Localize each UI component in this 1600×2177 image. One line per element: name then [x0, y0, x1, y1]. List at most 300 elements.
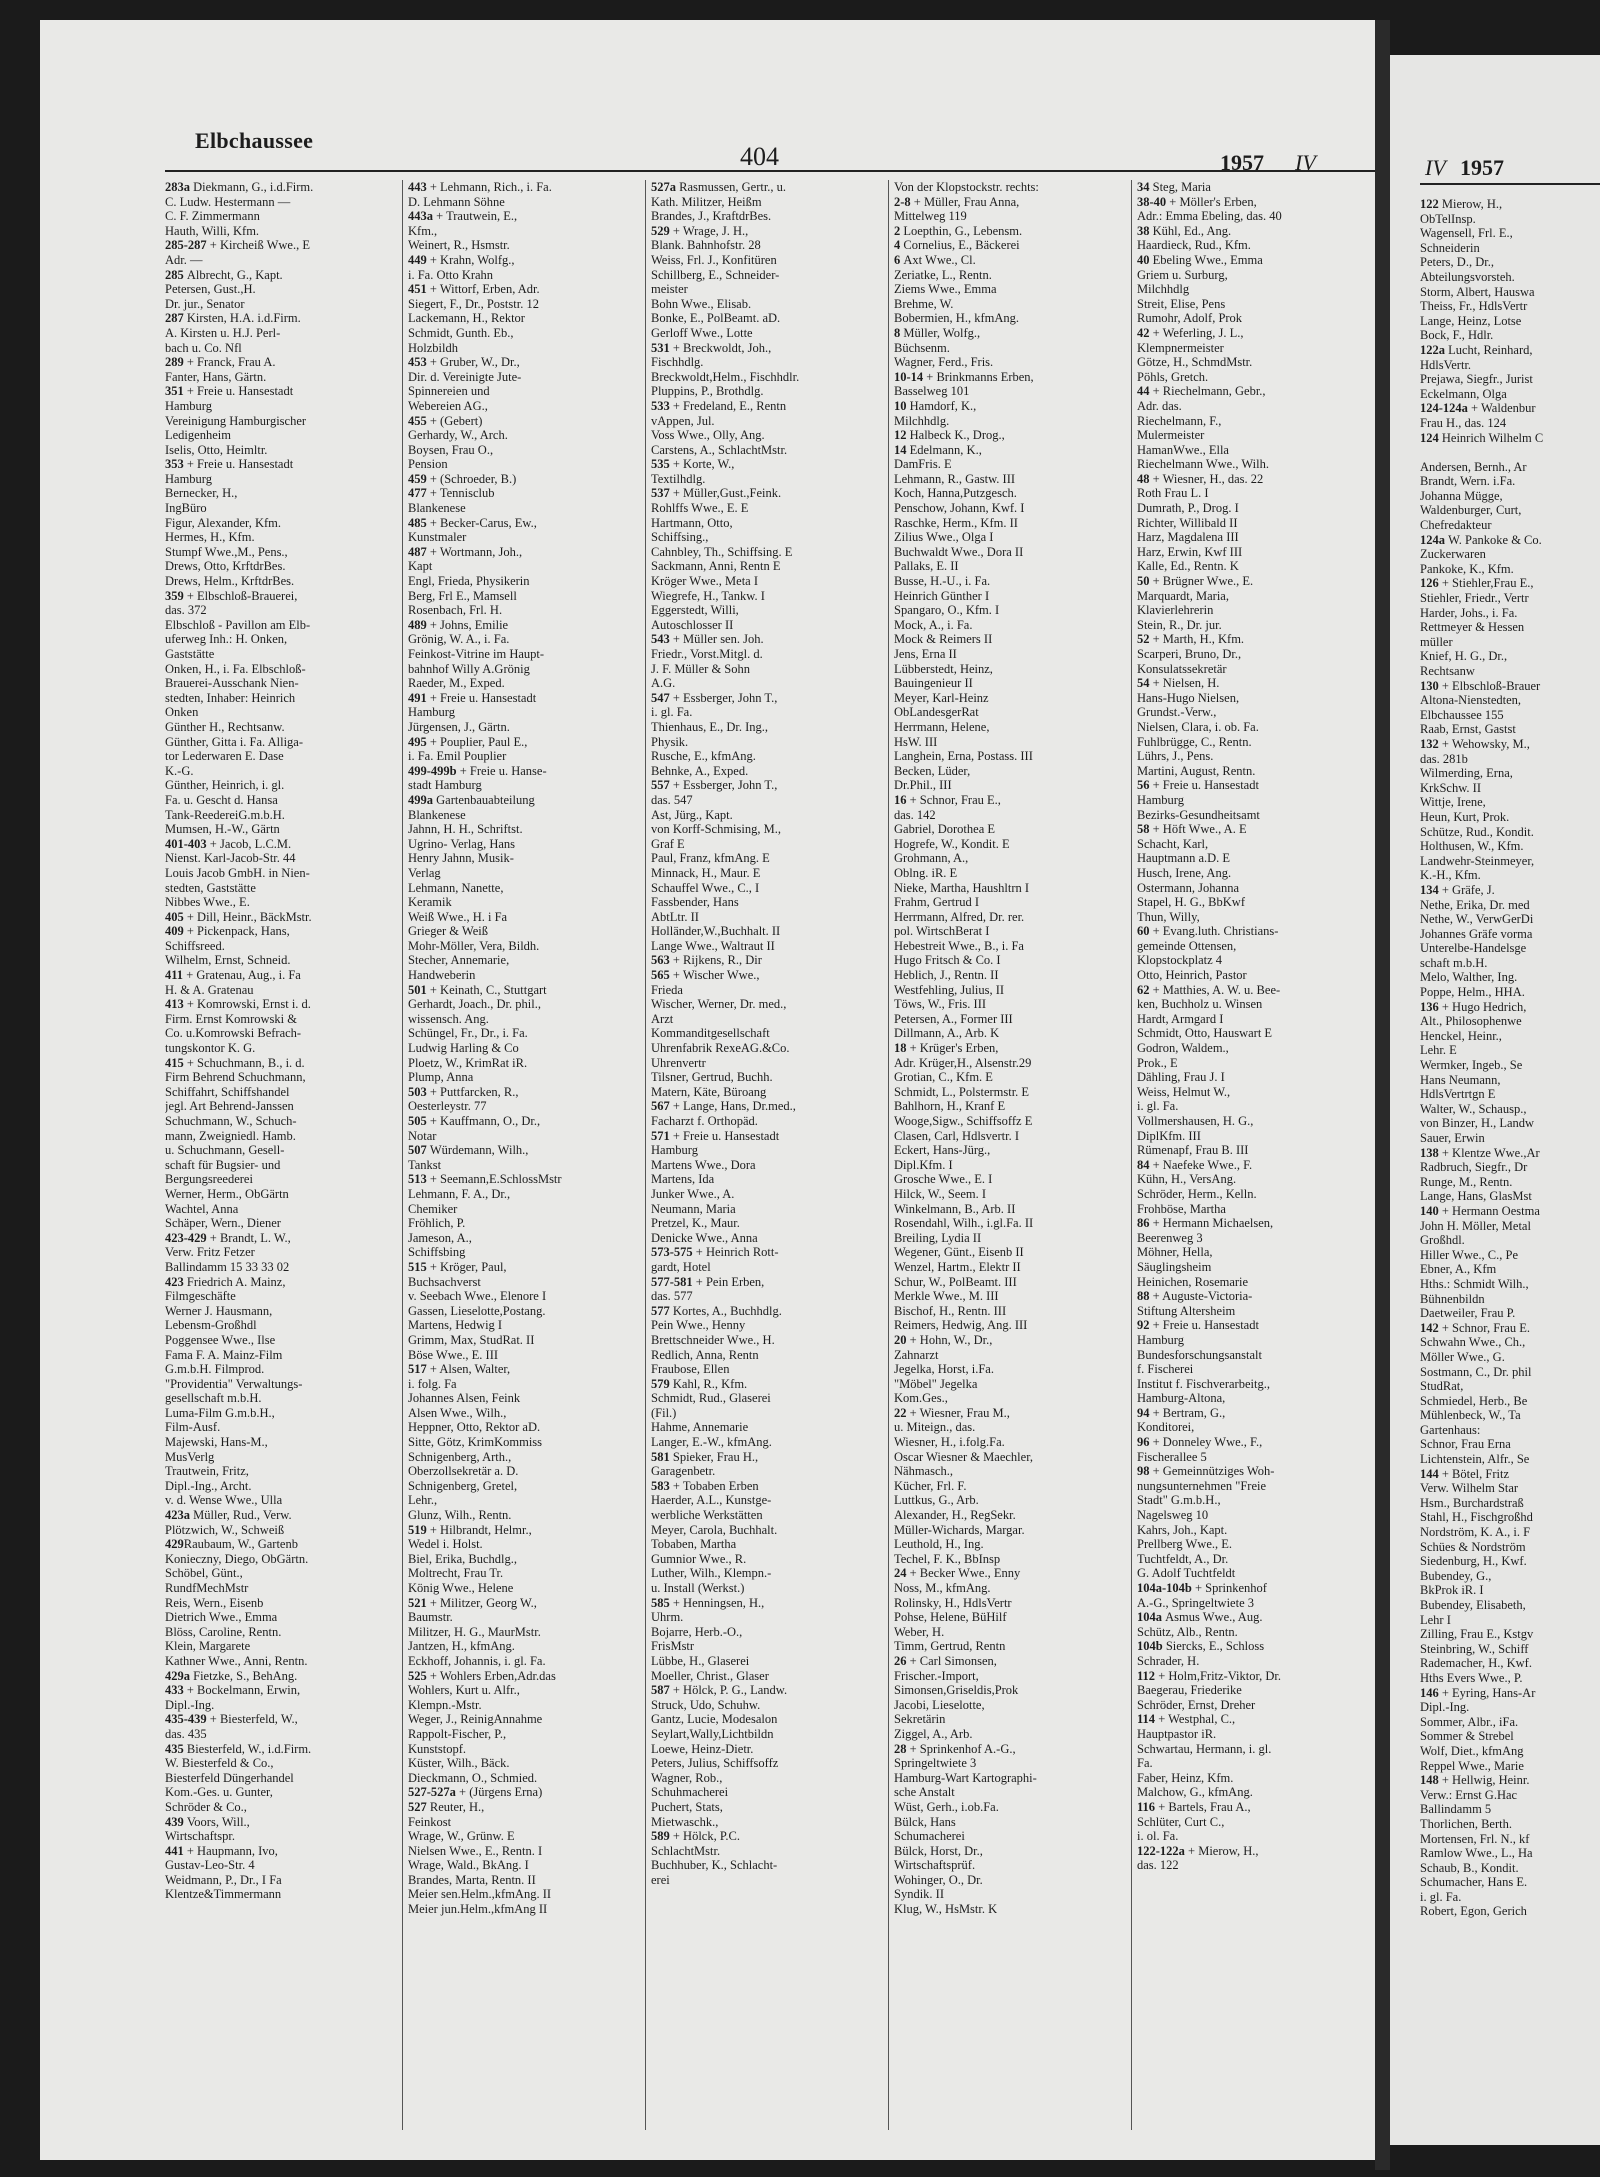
directory-entry: Engl, Frieda, Physikerin: [408, 574, 530, 589]
directory-entry: Grosche Wwe., E. I: [894, 1172, 993, 1187]
directory-entry: Hartmann, Otto,: [651, 515, 733, 530]
directory-entry: das. 435: [165, 1726, 207, 1741]
directory-entry: Rappolt-Fischer, P.,: [408, 1726, 507, 1741]
directory-entry: 477 + Tennisclub: [408, 486, 495, 501]
directory-entry: 56 + Freie u. Hansestadt: [1137, 778, 1259, 793]
directory-entry: Gustav-Leo-Str. 4: [165, 1858, 255, 1873]
directory-entry: 134 + Gräfe, J.: [1420, 882, 1495, 897]
directory-entry: stedten, Inhaber: Heinrich: [165, 690, 296, 705]
directory-entry: 122-122a + Mierow, H.,: [1137, 1843, 1259, 1858]
directory-entry: Thun, Willy,: [1137, 909, 1200, 924]
directory-entry: Jantzen, H., kfmAng.: [408, 1639, 515, 1654]
directory-entry: 401-403 + Jacob, L.C.M.: [165, 836, 292, 851]
directory-entry: Rumohr, Adolf, Prok: [1137, 311, 1243, 326]
directory-entry: Bernecker, H.,: [165, 486, 238, 501]
directory-entry: 2-8 + Müller, Frau Anna,: [894, 194, 1020, 209]
directory-entry: Weidmann, P., Dr., I Fa: [165, 1872, 282, 1887]
directory-entry: 96 + Donneley Wwe., F.,: [1137, 1435, 1263, 1450]
directory-entry: Denicke Wwe., Anna: [651, 1230, 758, 1245]
directory-entry: 52 + Marth, H., Kfm.: [1137, 632, 1245, 647]
directory-entry: das. 122: [1137, 1858, 1179, 1873]
column-divider: [1131, 180, 1132, 2130]
directory-entry: Stiftung Altersheim: [1137, 1303, 1236, 1318]
directory-entry: Ziems Wwe., Emma: [894, 282, 997, 297]
directory-entry: das. 372: [165, 603, 207, 618]
directory-entry: Grieger & Weiß: [408, 924, 488, 939]
directory-entry: Töws, W., Fris. III: [894, 997, 987, 1012]
directory-entry: König Wwe., Helene: [408, 1581, 514, 1595]
directory-entry: 429Raubaum, W., Gartenb: [165, 1537, 298, 1552]
directory-entry: Schröder & Co.,: [165, 1799, 247, 1814]
directory-entry: Jens, Erna II: [894, 647, 957, 661]
directory-entry: Sommer & Strebel: [1420, 1729, 1514, 1744]
directory-entry: Klug, W., HsMstr. K: [894, 1902, 998, 1917]
directory-entry: Wrage, W., Grünw. E: [408, 1829, 515, 1844]
directory-entry: Zahnarzt: [894, 1347, 939, 1362]
directory-entry: Malchow, G., kfmAng.: [1137, 1785, 1253, 1800]
directory-entry: J. F. Müller & Sohn: [651, 661, 751, 676]
directory-entry: 413 + Komrowski, Ernst i. d.: [165, 997, 311, 1012]
directory-entry: Lange, Heinz, Lotse: [1420, 313, 1522, 328]
directory-entry: 138 + Klentze Wwe.,Ar: [1420, 1145, 1540, 1160]
directory-entry: "Möbel" Jegelka: [894, 1376, 978, 1391]
directory-entry: pol. WirtschBerat I: [894, 924, 990, 939]
directory-entry: Hermes, H., Kfm.: [165, 530, 255, 545]
directory-entry: Majewski, Hans-M.,: [165, 1435, 268, 1450]
directory-entry: Carstens, A., SchlachtMstr.: [651, 442, 788, 457]
directory-entry: Klavierlehrerin: [1137, 603, 1214, 618]
directory-entry: 40 Ebeling Wwe., Emma: [1137, 252, 1263, 267]
directory-entry: Verlag: [408, 865, 441, 880]
directory-entry: Schnigenberg, Gretel,: [408, 1478, 518, 1493]
directory-entry: IngBüro: [165, 501, 207, 516]
directory-entry: Günther, Heinrich, i. gl.: [165, 778, 285, 793]
directory-entry: Hiller Wwe., C., Pe: [1420, 1247, 1519, 1262]
directory-entry: 451 + Wittorf, Erben, Adr.: [408, 282, 540, 297]
directory-entry: Hebestreit Wwe., B., i. Fa: [894, 938, 1024, 953]
directory-entry: Nähmasch.,: [894, 1464, 954, 1479]
directory-entry: Biel, Erika, Buchdlg.,: [408, 1551, 518, 1566]
directory-entry: tungskontor K. G.: [165, 1041, 256, 1056]
directory-entry: Heinrich Günther I: [894, 588, 990, 603]
directory-entry: Kapt: [408, 559, 433, 574]
directory-entry: 146 + Eyring, Hans-Ar: [1420, 1685, 1536, 1700]
directory-entry: Adr. —: [165, 252, 203, 267]
directory-entry: Petersen, Gust.,H.: [165, 282, 256, 297]
directory-entry: Marquardt, Maria,: [1137, 588, 1229, 603]
directory-entry: Springeltwiete 3: [894, 1756, 977, 1771]
directory-entry: Lührs, J., Pens.: [1137, 749, 1214, 764]
directory-entry: 443a + Trautwein, E.,: [408, 209, 518, 224]
directory-entry: 285-287 + Kircheiß Wwe., E: [165, 238, 310, 253]
directory-entry: 579 Kahl, R., Kfm.: [651, 1376, 748, 1391]
directory-entry: Ramlow Wwe., L., Ha: [1420, 1846, 1533, 1861]
directory-entry: Dieckmann, O., Schmied.: [408, 1770, 538, 1785]
directory-entry: Blankenese: [408, 807, 466, 822]
directory-entry: 42 + Weferling, J. L.,: [1137, 325, 1244, 340]
directory-entry: Tuchtfeldt, A., Dr.: [1137, 1551, 1229, 1566]
directory-entry: Werner, Herm., ObGärtn: [165, 1186, 289, 1201]
directory-entry: Bobermien, H., kfmAng.: [894, 311, 1019, 326]
directory-entry: Wilhelm, Ernst, Schneid.: [165, 953, 291, 968]
directory-entry: Schwartau, Hermann, i. gl.: [1137, 1741, 1272, 1756]
directory-entry: Hogrefe, W., Kondit. E: [894, 836, 1010, 851]
directory-entry: Schäper, Wern., Diener: [165, 1216, 281, 1231]
directory-entry: Müller-Wichards, Margar.: [894, 1522, 1025, 1537]
directory-entry: Langhein, Erna, Postass. III: [894, 749, 1033, 764]
directory-entry: Schumacherei: [894, 1829, 965, 1844]
directory-entry: Pankoke, K., Kfm.: [1420, 561, 1514, 576]
directory-entry: 20 + Hohn, W., Dr.,: [894, 1332, 993, 1347]
directory-entry: sche Anstalt: [894, 1785, 955, 1800]
directory-entry: Verw. Wilhelm Star: [1420, 1481, 1519, 1496]
directory-entry: 577-581 + Pein Erben,: [651, 1274, 765, 1289]
directory-entry: Brandes, J., KraftdrBes.: [651, 209, 772, 224]
directory-entry: Mumsen, H.-W., Gärtn: [165, 822, 280, 837]
directory-entry: Kröger Wwe., Meta I: [651, 574, 759, 589]
directory-entry: Bühnenbildn: [1420, 1291, 1485, 1306]
directory-entry: 48 + Wiesner, H., das. 22: [1137, 471, 1264, 486]
directory-entry: 565 + Wischer Wwe.,: [651, 968, 760, 983]
directory-entry: Dipl.-Ing., Archt.: [165, 1478, 252, 1493]
directory-entry: 529 + Wrage, J. H.,: [651, 223, 749, 238]
directory-entry: Baegerau, Friederike: [1137, 1683, 1242, 1698]
directory-entry: Wagensell, Frl. E.,: [1420, 226, 1513, 241]
directory-entry: 429a Fietzke, S., BehAng.: [165, 1668, 298, 1683]
directory-entry: Weber, H.: [894, 1624, 945, 1639]
directory-entry: StudRat,: [1420, 1379, 1464, 1394]
directory-entry: 411 + Gratenau, Aug., i. Fa: [165, 968, 301, 983]
directory-entry: Kom.Ges.,: [894, 1391, 948, 1406]
directory-column-2: [408, 180, 640, 2130]
directory-entry: Militzer, H. G., MaurMstr.: [408, 1624, 541, 1639]
directory-entry: Säuglingsheim: [1137, 1259, 1212, 1274]
directory-entry: Pöhls, Gretch.: [1137, 369, 1209, 384]
directory-column-4: [894, 180, 1126, 2130]
directory-entry: Penschow, Johann, Kwf. I: [894, 501, 1025, 516]
directory-entry: 537 + Müller,Gust.,Feink.: [651, 486, 782, 501]
directory-entry: Peters, D., Dr.,: [1420, 255, 1494, 270]
directory-entry: Peters, Julius, Schiffsoffz: [651, 1756, 779, 1771]
directory-entry: Notar: [408, 1128, 437, 1143]
directory-entry: 485 + Becker-Carus, Ew.,: [408, 515, 537, 530]
directory-entry: i. ol. Fa.: [1137, 1829, 1179, 1844]
directory-entry: Hardt, Armgard I: [1137, 1011, 1224, 1026]
directory-entry: Zuckerwaren: [1420, 547, 1486, 562]
directory-entry: Prejawa, Siegfr., Jurist: [1420, 372, 1533, 387]
directory-entry: Dähling, Frau J. I: [1137, 1070, 1225, 1085]
directory-entry: Mock, A., i. Fa.: [894, 617, 973, 632]
directory-entry: Knief, H. G., Dr.,: [1420, 649, 1508, 664]
directory-entry: KrkSchw. II: [1420, 780, 1481, 795]
directory-entry: Schmidt, Rud., Glaserei: [651, 1391, 771, 1406]
directory-entry: W. Biesterfeld & Co.,: [165, 1756, 274, 1771]
directory-entry: Stahl, H., Fischgroßhd: [1420, 1510, 1533, 1525]
directory-entry: Grohmann, A.,: [894, 851, 969, 866]
right-directory-column: [1420, 197, 1600, 2137]
directory-entry: 423-429 + Brandt, L. W.,: [165, 1230, 291, 1245]
directory-entry: Schiffahrt, Schiffshandel: [165, 1084, 290, 1099]
directory-entry: Weiß Wwe., H. i Fa: [408, 909, 508, 924]
directory-entry: Leuthold, H., Ing.: [894, 1537, 984, 1552]
directory-entry: von Binzer, H., Landw: [1420, 1116, 1535, 1131]
directory-entry: Scarperi, Bruno, Dr.,: [1137, 647, 1242, 661]
directory-entry: Louis Jacob GmbH. in Nien-: [165, 865, 310, 880]
directory-entry: Bergungsreederei: [165, 1172, 253, 1187]
directory-entry: Voss Wwe., Olly, Ang.: [651, 428, 765, 443]
directory-entry: Rümenapf, Frau B. III: [1137, 1143, 1249, 1158]
directory-entry: 287 Kirsten, H.A. i.d.Firm.: [165, 311, 301, 326]
directory-column-3: [651, 180, 883, 2130]
directory-entry: 527-527a + (Jürgens Erna): [408, 1785, 543, 1800]
directory-entry: Pohse, Helene, BüHilf: [894, 1610, 1007, 1625]
directory-entry: Ledigenheim: [165, 428, 231, 443]
directory-entry: Syndik. II: [894, 1887, 944, 1902]
directory-entry: Klopstockplatz 4: [1137, 953, 1223, 968]
directory-entry: Stecher, Annemarie,: [408, 953, 510, 968]
directory-entry: [1420, 445, 1600, 460]
directory-entry: Wermker, Ingeb., Se: [1420, 1058, 1523, 1073]
directory-entry: 543 + Müller sen. Joh.: [651, 632, 764, 647]
directory-entry: Schillberg, E., Schneider-: [651, 267, 780, 282]
directory-entry: Fuhlbrügge, C., Rentn.: [1137, 734, 1252, 749]
directory-entry: Blank. Bahnhofstr. 28: [651, 238, 761, 253]
directory-entry: Johannes Gräfe vorma: [1420, 926, 1533, 941]
directory-entry: Schiffsing.,: [651, 530, 709, 545]
directory-entry: Waldenburger, Curt,: [1420, 503, 1522, 518]
directory-entry: Eggerstedt, Willi,: [651, 603, 739, 618]
directory-entry: Lackemann, H., Rektor: [408, 311, 525, 326]
directory-entry: Schaub, B., Kondit.: [1420, 1860, 1519, 1875]
directory-entry: Rusche, E., kfmAng.: [651, 749, 756, 764]
directory-entry: i. gl. Fa.: [1137, 1099, 1179, 1114]
directory-entry: Gassen, Lieselotte,Postang.: [408, 1303, 546, 1318]
directory-entry: 122a Lucht, Reinhard,: [1420, 342, 1533, 357]
directory-entry: Werner J. Hausmann,: [165, 1303, 273, 1318]
directory-entry: Stein, R., Dr. jur.: [1137, 617, 1222, 632]
directory-entry: C. Ludw. Hestermann —: [165, 194, 291, 209]
directory-entry: Bülck, Horst, Dr.,: [894, 1843, 983, 1858]
directory-entry: 38 Kühl, Ed., Ang.: [1137, 223, 1232, 238]
directory-entry: HsW. III: [894, 734, 938, 749]
directory-entry: ObLandesgerRat: [894, 705, 979, 720]
directory-entry: vAppen, Jul.: [651, 413, 715, 428]
directory-entry: Gartenhaus:: [1420, 1422, 1481, 1437]
directory-entry: Trautwein, Fritz,: [165, 1464, 249, 1479]
directory-entry: 86 + Hermann Michaelsen,: [1137, 1216, 1274, 1231]
directory-entry: Jegelka, Horst, i.Fa.: [894, 1362, 994, 1377]
directory-entry: Reppel Wwe., Marie: [1420, 1758, 1524, 1773]
directory-entry: gardt, Hotel: [651, 1259, 711, 1274]
directory-entry: Adr.: Emma Ebeling, das. 40: [1137, 209, 1282, 224]
directory-entry: Milchhdlg: [1137, 282, 1190, 297]
directory-entry: Ostermann, Johanna: [1137, 880, 1240, 895]
directory-entry: Lichtenstein, Alfr., Se: [1420, 1452, 1530, 1467]
directory-entry: Schröder, Herm., Kelln.: [1137, 1186, 1257, 1201]
directory-entry: Sostmann, C., Dr. phil: [1420, 1364, 1532, 1379]
directory-entry: Figur, Alexander, Kfm.: [165, 515, 281, 530]
directory-entry: Fröhlich, P.: [408, 1216, 466, 1231]
directory-entry: Behnke, A., Exped.: [651, 763, 749, 778]
directory-entry: Kath. Militzer, Heißm: [651, 194, 762, 209]
directory-entry: Struck, Udo, Schuhw.: [651, 1697, 761, 1712]
directory-entry: Heinichen, Rosemarie: [1137, 1274, 1249, 1289]
directory-entry: Weiss, Frl. J., Konfitüren: [651, 252, 777, 267]
directory-entry: Tankst: [408, 1157, 442, 1172]
directory-entry: Wohinger, O., Dr.: [894, 1872, 983, 1887]
directory-entry: 98 + Gemeinnütziges Woh-: [1137, 1464, 1275, 1479]
directory-entry: Schacht, Karl,: [1137, 836, 1209, 851]
directory-entry: u. Miteign., das.: [894, 1420, 976, 1435]
directory-entry: Westfehling, Julius, II: [894, 982, 1005, 997]
directory-entry: Puchert, Stats,: [651, 1799, 723, 1814]
directory-entry: Siegert, F., Dr., Poststr. 12: [408, 296, 539, 311]
directory-entry: RundfMechMstr: [165, 1581, 249, 1595]
directory-entry: Verw.: Ernst G.Hac: [1420, 1787, 1518, 1802]
directory-entry: C. F. Zimmermann: [165, 209, 260, 224]
directory-entry: 104a-104b + Sprinkenhof: [1137, 1581, 1267, 1595]
directory-entry: Tank-ReedereiG.m.b.H.: [165, 807, 285, 822]
directory-entry: Faber, Heinz, Kfm.: [1137, 1770, 1234, 1785]
right-year-label: 1957: [1460, 155, 1504, 180]
directory-entry: Ziggel, A., Arb.: [894, 1726, 973, 1741]
directory-entry: Harder, Johs., i. Fa.: [1420, 605, 1518, 620]
directory-entry: uferweg Inh.: H. Onken,: [165, 632, 288, 647]
directory-entry: u. Schuchmann, Gesell-: [165, 1143, 285, 1158]
directory-entry: Sitte, Götz, KrimKommiss: [408, 1435, 543, 1450]
directory-entry: 8 Müller, Wolfg.,: [894, 325, 981, 340]
directory-entry: Feinkost-Vitrine im Haupt-: [408, 647, 545, 661]
directory-entry: Nethe, Erika, Dr. med: [1420, 897, 1530, 912]
directory-entry: Heblich, J., Rentn. II: [894, 968, 999, 983]
directory-entry: A.G.: [651, 676, 676, 691]
directory-entry: BkProk iR. I: [1420, 1583, 1484, 1598]
directory-entry: Nienst. Karl-Jacob-Str. 44: [165, 851, 296, 866]
directory-entry: Griem u. Surburg,: [1137, 267, 1228, 282]
directory-entry: Schmidt, L., Polstermstr. E: [894, 1084, 1030, 1099]
directory-entry: Ploetz, W., KrimRat iR.: [408, 1055, 528, 1070]
directory-entry: Plump, Anna: [408, 1070, 474, 1085]
directory-entry: Hamburg: [1137, 1332, 1184, 1347]
directory-entry: Bauingenieur II: [894, 676, 973, 691]
directory-entry: Nielsen, Clara, i. ob. Fa.: [1137, 719, 1259, 734]
directory-entry: Drews, Otto, KrftdrBes.: [165, 559, 286, 574]
directory-entry: Grönig, W. A., i. Fa.: [408, 632, 510, 647]
directory-entry: schaft für Bugsier- und: [165, 1157, 281, 1172]
directory-entry: Husch, Irene, Ang.: [1137, 865, 1232, 880]
directory-entry: Uhrm.: [651, 1610, 684, 1625]
directory-entry: Breckwoldt,Helm., Fischhdlr.: [651, 369, 800, 384]
directory-entry: 441 + Haupmann, Ivo,: [165, 1843, 278, 1858]
directory-entry: Brettschneider Wwe., H.: [651, 1332, 775, 1347]
directory-entry: Hans Neumann,: [1420, 1072, 1501, 1087]
directory-entry: Jahnn, H. H., Schriftst.: [408, 822, 523, 837]
directory-entry: Bonke, E., PolBeamt. aD.: [651, 311, 781, 326]
directory-entry: Tobaben, Martha: [651, 1537, 737, 1552]
directory-entry: Hamburg: [165, 398, 212, 413]
directory-entry: Oberzollsekretär a. D.: [408, 1464, 519, 1479]
directory-entry: Kalle, Ed., Rentn. K: [1137, 559, 1239, 574]
directory-entry: Grundst.-Verw.,: [1137, 705, 1217, 720]
directory-entry: Nordström, K. A., i. F: [1420, 1525, 1531, 1540]
directory-entry: 423 Friedrich A. Mainz,: [165, 1274, 286, 1289]
directory-entry: 527a Rasmussen, Gertr., u.: [651, 180, 787, 194]
directory-entry: Schuhmacherei: [651, 1785, 729, 1800]
directory-entry: Schuchmann, W., Schuch-: [165, 1114, 297, 1128]
directory-entry: Dipl.-Ing.: [165, 1697, 215, 1712]
directory-entry: Günther H., Rechtsanw.: [165, 719, 285, 734]
directory-entry: 26 + Carl Simonsen,: [894, 1653, 997, 1668]
directory-entry: Lange, Hans, GlasMst: [1420, 1189, 1532, 1204]
directory-entry: nungsunternehmen "Freie: [1137, 1478, 1267, 1493]
directory-entry: 491 + Freie u. Hansestadt: [408, 690, 537, 705]
header-rule: [165, 170, 1375, 172]
directory-entry: 525 + Wohlers Erben,Adr.das: [408, 1668, 556, 1683]
left-page: [40, 20, 1375, 2160]
directory-entry: Kunstmaler: [408, 530, 467, 545]
directory-entry: Brandes, Marta, Rentn. II: [408, 1872, 536, 1887]
directory-entry: 92 + Freie u. Hansestadt: [1137, 1318, 1259, 1333]
directory-entry: Feinkost: [408, 1814, 452, 1829]
directory-entry: Rademacher, H., Kwf.: [1420, 1656, 1532, 1671]
directory-entry: Chefredakteur: [1420, 518, 1492, 533]
directory-entry: 4 Cornelius, E., Bäckerei: [894, 238, 1020, 253]
directory-entry: Sackmann, Anni, Rentn E: [651, 559, 781, 574]
directory-entry: Co. u.Komrowski Befrach-: [165, 1026, 302, 1041]
directory-entry: 415 + Schuchmann, B., i. d.: [165, 1055, 305, 1070]
directory-entry: Webereien AG.,: [408, 398, 488, 413]
directory-entry: bach u. Co. Nfl: [165, 340, 242, 355]
directory-entry: Unterelbe-Handelsge: [1420, 941, 1527, 956]
directory-entry: Gerloff Wwe., Lotte: [651, 325, 753, 340]
directory-entry: Buchsachverst: [408, 1274, 481, 1289]
directory-entry: Buchhuber, K., Schlacht-: [651, 1858, 778, 1873]
directory-entry: 459 + (Schroeder, B.): [408, 471, 517, 486]
directory-entry: Hamburg-Wart Kartographi-: [894, 1770, 1037, 1785]
directory-entry: Schöbel, Günt.,: [165, 1566, 243, 1581]
directory-entry: Bojarre, Herb.-O.,: [651, 1624, 743, 1639]
directory-entry: 126 + Stiehler,Frau E.,: [1420, 576, 1534, 591]
directory-entry: Loewe, Heinz-Dietr.: [651, 1741, 754, 1756]
directory-entry: Adr. Krüger,H., Alsenstr.29: [894, 1055, 1032, 1070]
directory-entry: Kunststopf.: [408, 1741, 466, 1756]
directory-entry: erei: [651, 1872, 670, 1887]
directory-entry: HdlsVertr.: [1420, 357, 1472, 372]
directory-entry: Blankenese: [408, 501, 466, 516]
directory-entry: Jameson, A.,: [408, 1230, 472, 1245]
directory-entry: 16 + Schnor, Frau E.,: [894, 792, 1001, 807]
directory-entry: Ebner, A., Kfm: [1420, 1262, 1497, 1277]
directory-entry: SchlachtMstr.: [651, 1843, 721, 1858]
directory-entry: Konsulatssekretär: [1137, 661, 1227, 676]
directory-entry: Abteilungsvorsteh.: [1420, 269, 1515, 284]
directory-entry: 547 + Essberger, John T.,: [651, 690, 778, 705]
directory-entry: Kommanditgesellschaft: [651, 1026, 770, 1041]
directory-entry: Poggensee Wwe., Ilse: [165, 1332, 276, 1347]
directory-entry: Holthusen, W., Kfm.: [1420, 839, 1524, 854]
directory-entry: Bezirks-Gesundheitsamt: [1137, 807, 1260, 822]
directory-entry: 453 + Gruber, W., Dr.,: [408, 355, 520, 370]
directory-entry: Biesterfeld Düngerhandel: [165, 1770, 294, 1785]
directory-entry: Lehmann, Nanette,: [408, 880, 504, 895]
directory-entry: Lehr.,: [408, 1493, 438, 1508]
directory-entry: Melo, Walther, Ing.: [1420, 970, 1518, 985]
directory-entry: Thienhaus, E., Dr. Ing.,: [651, 719, 768, 734]
directory-entry: Ludwig Harling & Co: [408, 1041, 519, 1056]
directory-entry: Bülck, Hans: [894, 1814, 956, 1829]
directory-entry: Nethe, W., VerwGerDi: [1420, 912, 1534, 927]
directory-entry: Schmidt, Gunth. Eb.,: [408, 325, 514, 340]
